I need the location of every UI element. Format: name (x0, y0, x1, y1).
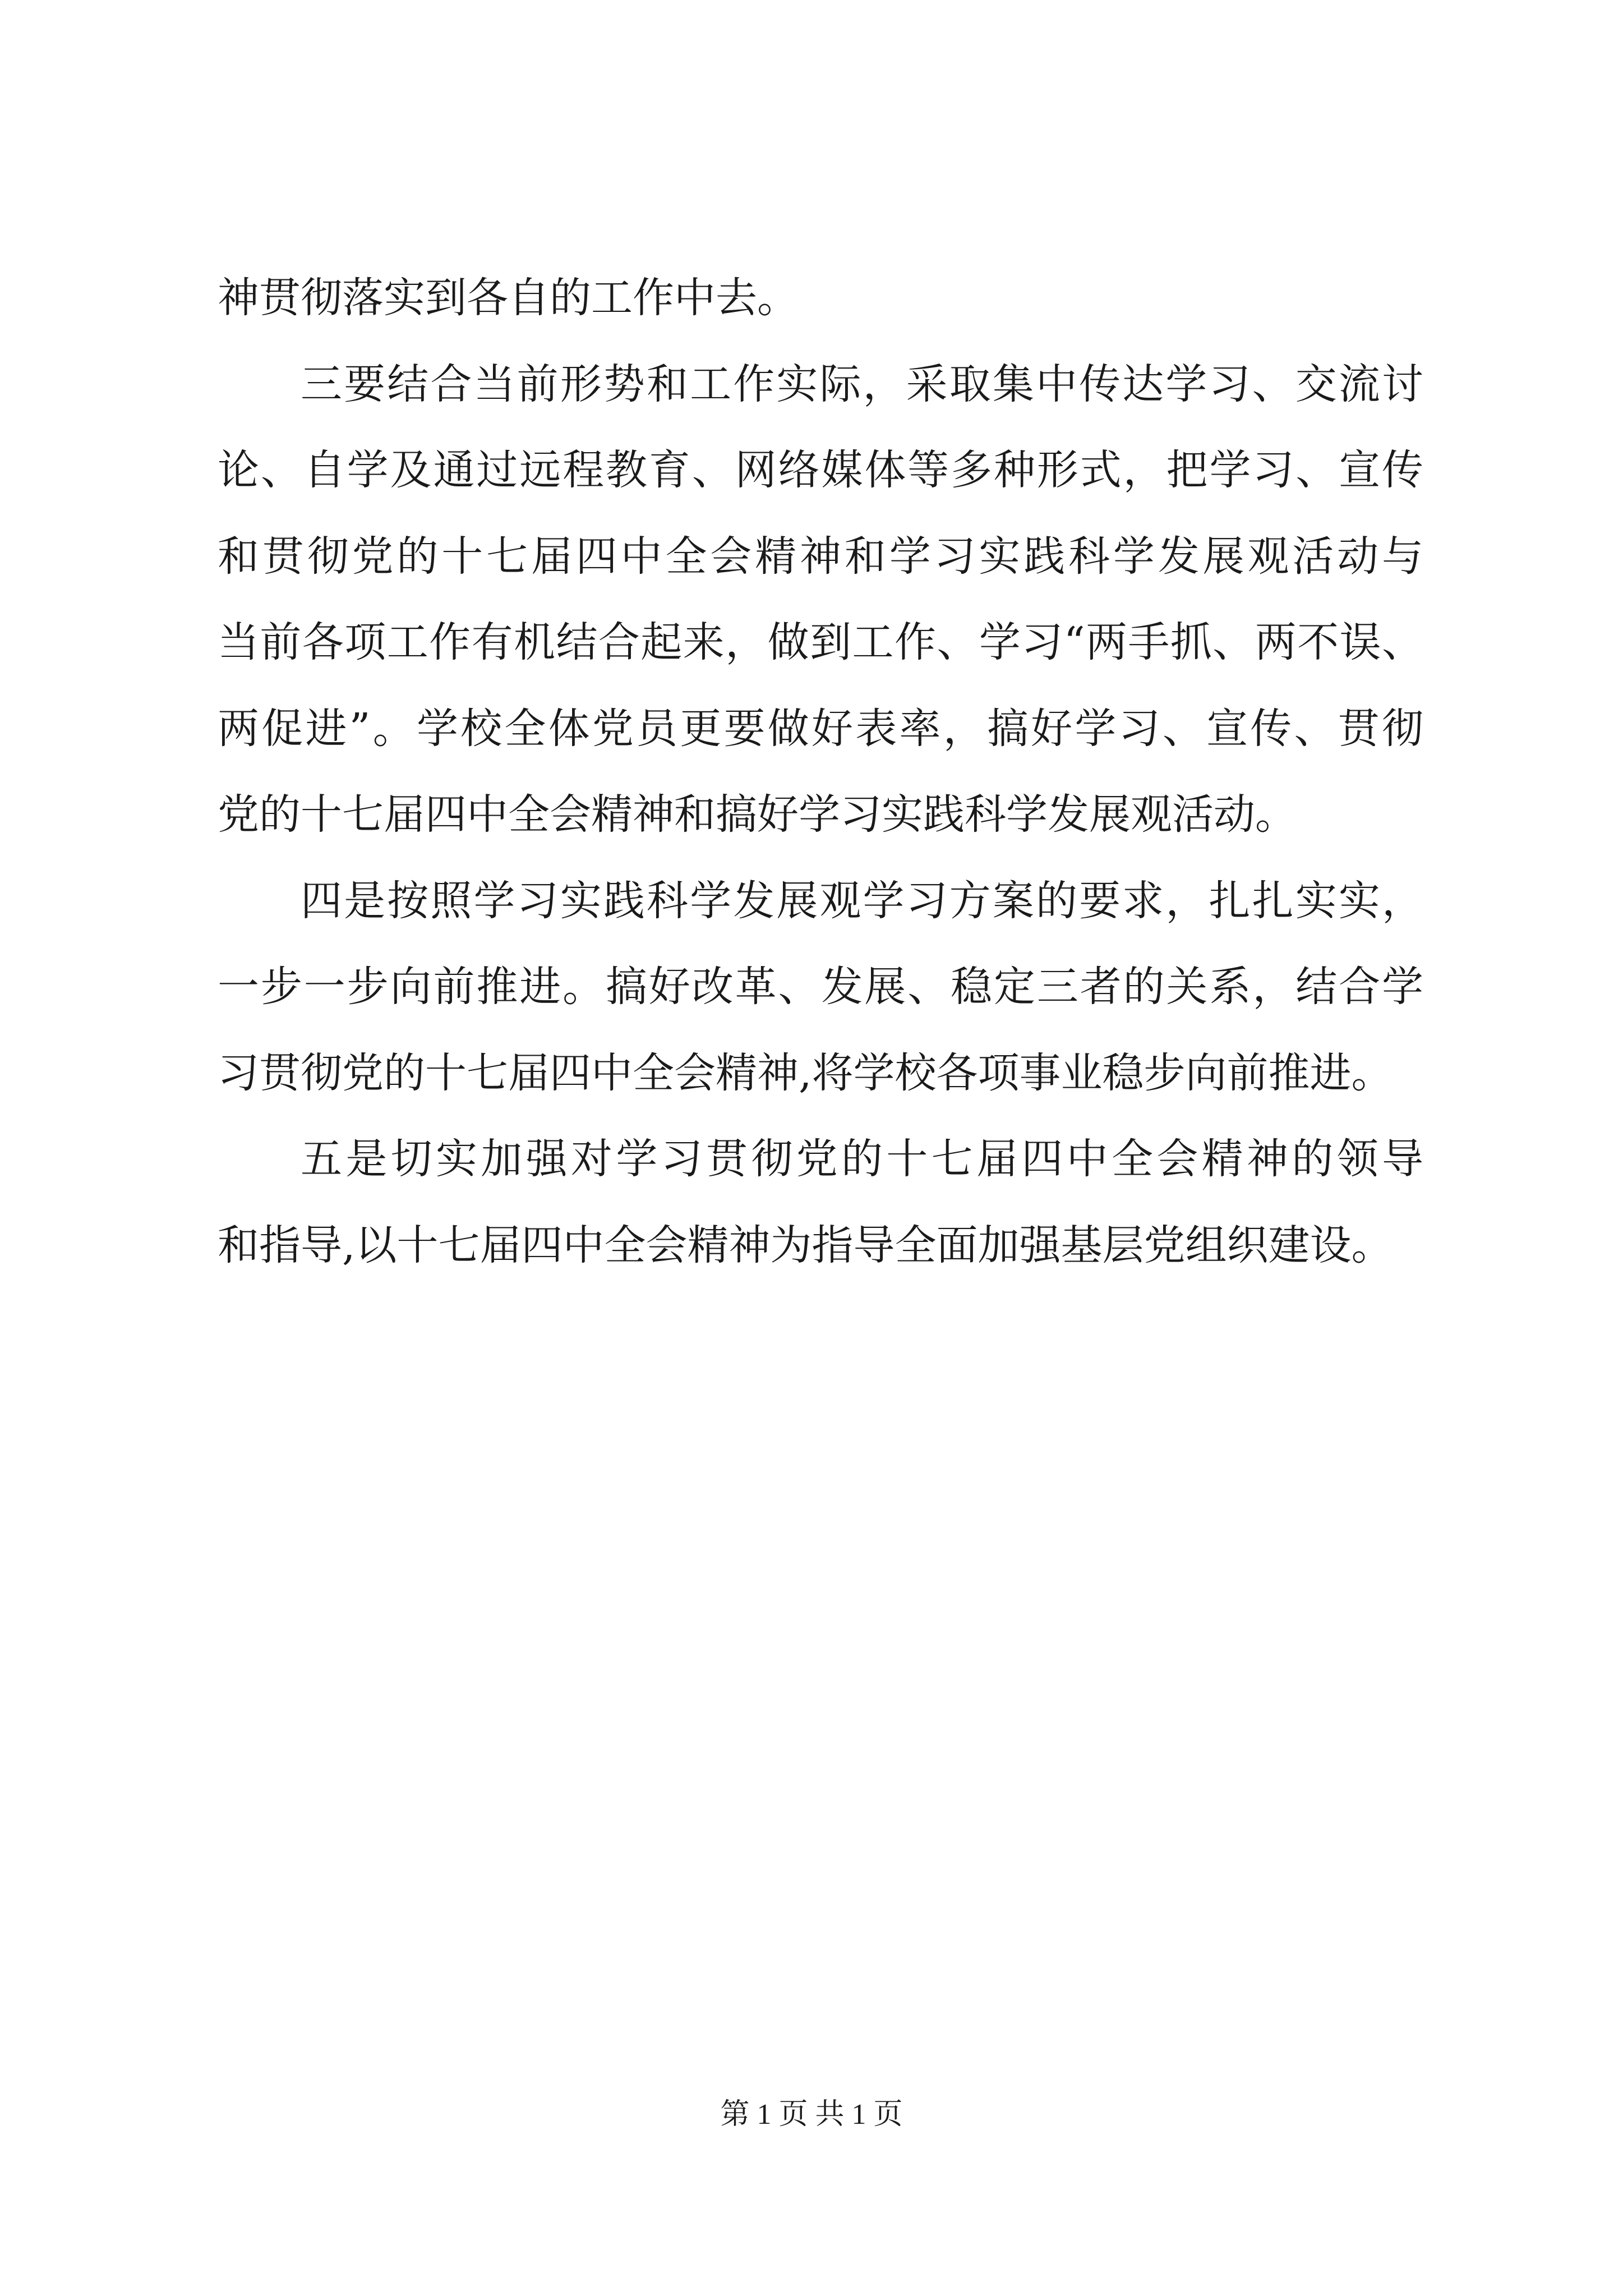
text-line: 当前各项工作有机结合起来，做到工作、学习“两手抓、两不误、 (218, 618, 1423, 666)
text-line: 论、自学及通过远程教育、网络媒体等多种形式，把学习、宣传 (218, 446, 1423, 494)
text-line: 党的十七届四中全会精神和搞好学习实践科学发展观活动。 (218, 790, 1297, 839)
text-line: 神贯彻落实到各自的工作中去。 (218, 274, 799, 322)
text-line: 三要结合当前形势和工作实际，采取集中传达学习、交流讨 (301, 360, 1423, 408)
text-line: 习贯彻党的十七届四中全会精神,将学校各项事业稳步向前推进。 (218, 1048, 1393, 1097)
page-footer: 第 1 页 共 1 页 (720, 2099, 903, 2131)
text-line: 和指导,以十七届四中全会精神为指导全面加强基层党组织建设。 (218, 1221, 1393, 1269)
text-line: 五是切实加强对学习贯彻党的十七届四中全会精神的领导 (301, 1135, 1423, 1183)
text-line: 四是按照学习实践科学发展观学习方案的要求，扎扎实实， (301, 876, 1423, 925)
text-line: 和贯彻党的十七届四中全会精神和学习实践科学发展观活动与 (218, 532, 1423, 581)
body-text (218, 255, 1423, 1289)
text-line: 两促进”。学校全体党员更要做好表率，搞好学习、宣传、贯彻 (218, 704, 1423, 753)
text-line: 一步一步向前推进。搞好改革、发展、稳定三者的关系，结合学 (218, 963, 1423, 1011)
